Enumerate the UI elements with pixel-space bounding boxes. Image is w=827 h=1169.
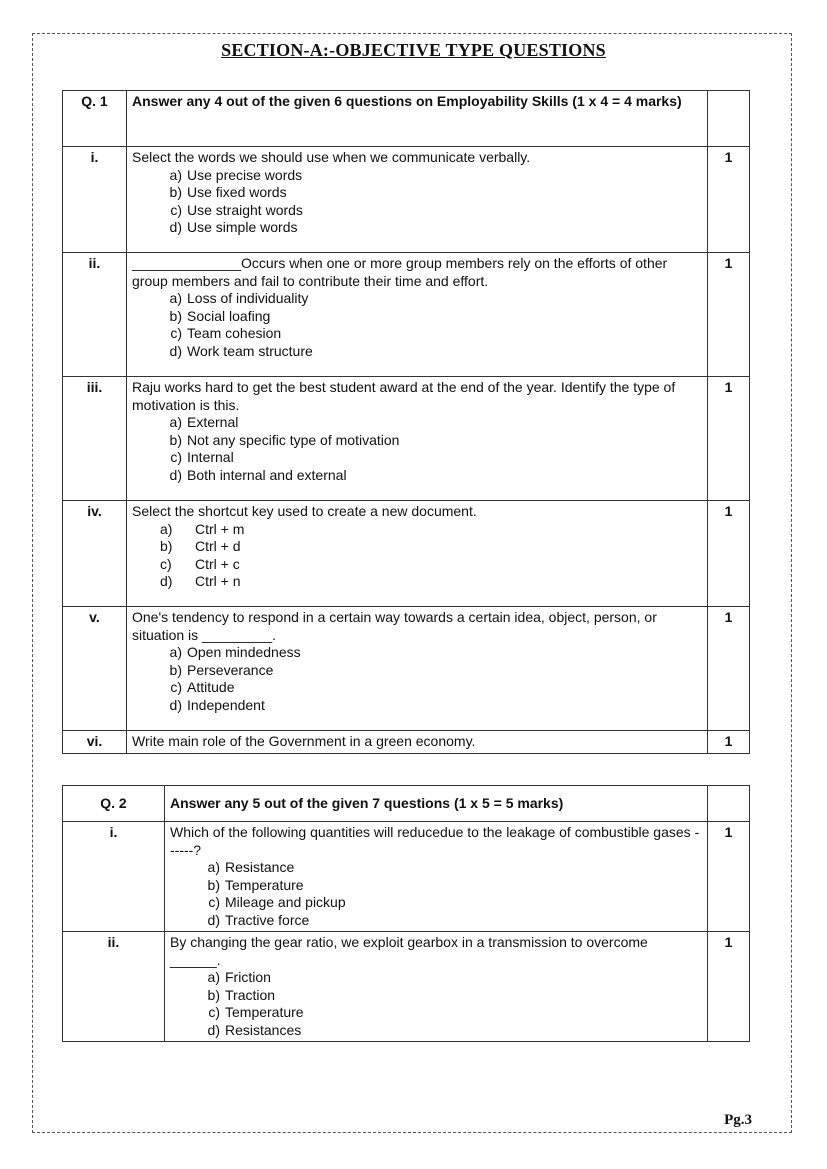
option-letter: c) <box>170 201 182 218</box>
item-content <box>165 822 708 932</box>
option-letter: b) <box>169 307 182 324</box>
options-list <box>132 644 702 714</box>
option-letter: d) <box>169 696 182 713</box>
option-letter: d) <box>160 573 173 589</box>
option-text: Traction <box>225 986 276 1003</box>
options-list <box>132 414 702 484</box>
page-number: Pg.3 <box>724 1112 752 1128</box>
question-item-row <box>63 822 750 932</box>
item-roman-numeral: iii. <box>63 377 127 501</box>
option-item <box>198 859 702 877</box>
option-item <box>160 556 702 574</box>
option-letter: a) <box>169 290 182 306</box>
option-letter: a) <box>169 414 182 430</box>
option-text: Friction <box>225 969 271 985</box>
option-item <box>160 325 702 343</box>
item-question-text: Which of the following quantities will reducedue to the leakage of combustible gases ------? <box>170 824 700 858</box>
options-list <box>132 290 702 360</box>
option-letter: d) <box>169 219 182 235</box>
option-text: Temperature <box>225 1004 304 1020</box>
question-item-row <box>63 932 750 1042</box>
option-item <box>160 167 702 185</box>
option-letter: c) <box>208 1004 220 1020</box>
marks-cell-empty <box>708 786 750 822</box>
option-text: Work team structure <box>187 342 313 359</box>
item-question-text: By changing the gear ratio, we exploit gearbox in a transmission to overcome ______. <box>170 934 648 968</box>
option-text: Use straight words <box>187 201 303 218</box>
option-item <box>198 987 702 1005</box>
option-letter: b) <box>207 876 220 893</box>
option-text: Ctrl + c <box>195 555 240 572</box>
option-text: Team cohesion <box>187 325 282 341</box>
item-roman-numeral: i. <box>63 822 165 932</box>
option-letter: d) <box>169 342 182 359</box>
option-item <box>160 449 702 467</box>
item-question-text: Select the shortcut key used to create a new document. <box>132 503 477 519</box>
option-item <box>160 662 702 680</box>
option-text: Use precise words <box>187 166 303 183</box>
option-item <box>160 202 702 220</box>
option-letter: c) <box>170 449 182 465</box>
item-roman-numeral: ii. <box>63 932 165 1042</box>
option-letter: d) <box>169 466 182 483</box>
option-letter: a) <box>207 969 220 985</box>
option-text: Social loafing <box>187 307 271 324</box>
question-1-table <box>62 90 750 754</box>
question-number: Q. 1 <box>63 91 127 147</box>
option-text: Loss of individuality <box>187 290 309 306</box>
item-content <box>127 377 708 501</box>
item-marks: 1 <box>708 377 750 501</box>
option-text: Resistances <box>225 1021 302 1038</box>
option-item <box>160 697 702 715</box>
question-item-row <box>63 147 750 253</box>
item-marks: 1 <box>708 253 750 377</box>
item-content <box>127 147 708 253</box>
option-text: Use fixed words <box>187 184 287 200</box>
item-roman-numeral: vi. <box>63 731 127 754</box>
option-text: Attitude <box>187 679 235 695</box>
item-content <box>165 932 708 1042</box>
option-letter: b) <box>207 986 220 1003</box>
option-text: Independent <box>187 696 265 713</box>
item-roman-numeral: i. <box>63 147 127 253</box>
option-text: Ctrl + n <box>195 573 241 589</box>
option-item <box>160 573 702 591</box>
option-item <box>198 1022 702 1040</box>
marks-cell-empty <box>708 91 750 147</box>
section-title: SECTION-A:-OBJECTIVE TYPE QUESTIONS <box>221 40 606 60</box>
option-item <box>160 538 702 556</box>
question-item-row <box>63 501 750 607</box>
item-marks: 1 <box>708 147 750 253</box>
option-letter: a) <box>169 644 182 660</box>
option-item <box>198 969 702 987</box>
option-text: Resistance <box>225 859 295 875</box>
option-text: Use simple words <box>187 219 298 235</box>
option-text: Ctrl + d <box>195 538 241 554</box>
option-letter: c) <box>208 894 220 910</box>
question-1-header-row <box>63 91 750 147</box>
question-item-row <box>63 607 750 731</box>
option-letter: c) <box>170 679 182 695</box>
item-question-text: Write main role of the Government in a green economy. <box>132 733 476 749</box>
option-item <box>198 912 702 930</box>
option-text: Both internal and external <box>187 466 347 483</box>
option-item <box>160 521 702 539</box>
options-list <box>170 859 702 929</box>
option-text: Internal <box>187 449 234 465</box>
item-marks: 1 <box>708 501 750 607</box>
option-letter: c) <box>170 325 182 341</box>
option-item <box>160 290 702 308</box>
item-question-text: Select the words we should use when we communicate verbally. <box>132 149 531 165</box>
item-roman-numeral: v. <box>63 607 127 731</box>
option-item <box>198 1004 702 1022</box>
item-content <box>127 501 708 607</box>
item-question-text: Raju works hard to get the best student award at the end of the year. Identify the type of motivation is this. <box>132 379 676 413</box>
option-item <box>160 414 702 432</box>
question-item-row <box>63 377 750 501</box>
option-letter: a) <box>169 166 182 183</box>
option-text: Tractive force <box>225 911 310 928</box>
item-marks: 1 <box>708 932 750 1042</box>
question-2-header-row <box>63 786 750 822</box>
option-text: Not any specific type of motivation <box>187 431 400 448</box>
option-letter: d) <box>207 1021 220 1038</box>
option-letter: a) <box>160 520 173 537</box>
option-item <box>160 343 702 361</box>
question-number: Q. 2 <box>63 786 165 822</box>
option-text: Mileage and pickup <box>225 894 346 910</box>
question-instruction: Answer any 5 out of the given 7 questions (1 x 5 = 5 marks) <box>165 786 708 822</box>
option-letter: d) <box>207 911 220 928</box>
option-letter: b) <box>169 431 182 448</box>
item-content <box>127 731 708 754</box>
item-marks: 1 <box>708 822 750 932</box>
option-item <box>160 679 702 697</box>
option-text: Open mindedness <box>187 644 301 660</box>
item-question-text: One's tendency to respond in a certain way towards a certain idea, object, person, or situation is _________. <box>132 609 657 643</box>
options-list <box>132 167 702 237</box>
option-text: Ctrl + m <box>195 520 245 537</box>
option-letter: a) <box>207 859 220 875</box>
option-text: Perseverance <box>187 661 274 678</box>
question-item-row <box>63 253 750 377</box>
question-2-table <box>62 785 750 1042</box>
option-letter: b) <box>169 661 182 678</box>
options-list <box>170 969 702 1039</box>
option-letter: b) <box>169 184 182 200</box>
option-letter: b) <box>160 538 173 554</box>
item-roman-numeral: iv. <box>63 501 127 607</box>
item-marks: 1 <box>708 731 750 754</box>
option-item <box>160 184 702 202</box>
option-text: Temperature <box>225 876 304 893</box>
option-item <box>160 467 702 485</box>
question-item-row <box>63 731 750 754</box>
option-item <box>160 219 702 237</box>
item-content <box>127 253 708 377</box>
option-item <box>198 894 702 912</box>
item-marks: 1 <box>708 607 750 731</box>
item-content <box>127 607 708 731</box>
option-letter: c) <box>160 555 172 572</box>
item-question-text: ______________Occurs when one or more group members rely on the efforts of other group members and fail to contribute their time and effort. <box>132 255 668 289</box>
option-item <box>160 432 702 450</box>
question-instruction: Answer any 4 out of the given 6 questions on Employability Skills (1 x 4 = 4 marks) <box>127 91 708 147</box>
options-list <box>132 521 702 591</box>
option-item <box>198 877 702 895</box>
item-roman-numeral: ii. <box>63 253 127 377</box>
option-text: External <box>187 414 239 430</box>
option-item <box>160 308 702 326</box>
option-item <box>160 644 702 662</box>
